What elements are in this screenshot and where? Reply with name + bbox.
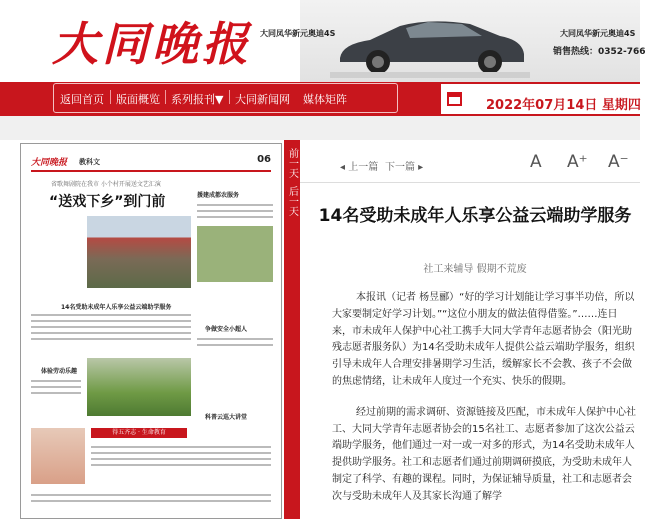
left-arrow-icon: ◂: [340, 162, 349, 173]
paper-photo[interactable]: [197, 226, 273, 282]
nav-divider: [229, 90, 230, 104]
car-advertisement[interactable]: [260, 0, 640, 82]
text-placeholder: [31, 500, 271, 502]
text-placeholder: [31, 332, 191, 334]
text-placeholder: [91, 452, 271, 454]
text-placeholder: [197, 344, 273, 346]
text-placeholder: [197, 210, 273, 212]
newspaper-page[interactable]: [20, 143, 282, 519]
text-placeholder: [31, 386, 81, 388]
text-placeholder: [31, 392, 81, 394]
text-placeholder: [197, 338, 273, 340]
nav-series[interactable]: 系列报刊▼: [171, 93, 224, 106]
font-increase-button[interactable]: A⁺: [567, 152, 588, 172]
article-body: [332, 290, 636, 520]
font-reset-button[interactable]: A: [530, 152, 542, 172]
article-paragraph: 经过前期的需求调研、资源链接及匹配，市未成年人保护中心社工、大同大学青年志愿者协会的15名社工、志愿者参加了这次公益云端助学服务，他们通过一对一或一对多的形式，为14名受助未成年人提供助学服务。社工和志愿者们通过前期调研摸底，为受助未成年人制定了科学、有趣的课程。同时，为保证辅导质量，社工和志愿者会次与受助未成年人及其家长沟通了解学: [332, 406, 636, 502]
paper-side-headline-4[interactable]: 科普云巡大讲堂: [205, 414, 248, 421]
text-placeholder: [197, 216, 273, 218]
paper-photo-stage[interactable]: [87, 216, 191, 288]
prev-article-label: 上一篇: [348, 162, 379, 173]
ad-phone: 销售热线：0352-766: [553, 47, 646, 57]
article-toolbar: [300, 154, 640, 183]
nav-page-overview[interactable]: 版面概览: [116, 93, 160, 106]
paper-logo: 大同晚报: [31, 158, 68, 168]
text-placeholder: [91, 458, 271, 460]
ad-title: 大同凤华新元奥迪4S: [260, 29, 336, 38]
gray-strip: [0, 116, 640, 140]
next-day-link[interactable]: [284, 186, 300, 220]
next-article-button[interactable]: [385, 158, 423, 173]
paper-title[interactable]: “送戏下乡”到门前: [49, 194, 166, 210]
nav-divider: [110, 90, 111, 104]
nav-home[interactable]: 返回首页: [60, 93, 104, 106]
paper-side-headline[interactable]: 援建成都农服务: [197, 192, 240, 199]
paper-section: 教科文: [79, 158, 100, 166]
paper-red-banner[interactable]: 得五齐志 · 生命教育: [91, 428, 187, 438]
text-placeholder: [197, 204, 273, 206]
car-image: [330, 10, 530, 78]
right-arrow-icon: ▸: [415, 162, 424, 173]
article-paragraph: 本报讯（记者 杨昱郦）“好的学习计划能让学习事半功倍，所以大家要制定好学习计划。”“这位小朋友的做法值得借鉴。”……连日来，市未成年人保护中心社工携手大同大学青年志愿者协会（阳光助残志愿者服务队）为14名受助未成年人提供公益云端助学服务，组织引导未成年人合理安排暑期学习生活，缓解家长不会教、孩子不会做的焦虑情绪，让未成年人度过一个充实、快乐的假期。: [332, 292, 635, 387]
next-article-label: 下一篇: [385, 162, 415, 173]
paper-side-headline-3[interactable]: 体验劳动乐趣: [41, 368, 78, 375]
nav-divider: [165, 90, 166, 104]
masthead: [0, 0, 646, 82]
next-day-label: 后一天: [286, 186, 298, 216]
calendar-icon[interactable]: [447, 92, 462, 106]
article-subhead: 社工来辅导 假期不荒废: [423, 264, 527, 275]
article-headline: 14名受助未成年人乐享公益云端助学服务: [318, 206, 632, 226]
paper-header: [31, 154, 271, 172]
prev-day-label: 前一天: [286, 148, 298, 178]
prev-day-link[interactable]: [284, 148, 300, 182]
text-placeholder: [31, 380, 81, 382]
issue-date: 2022年07月14日 星期四: [486, 98, 641, 113]
nav-media-matrix[interactable]: 媒体矩阵: [303, 93, 347, 106]
prev-article-button[interactable]: [340, 158, 378, 173]
paper-kicker: 省歌舞剧院在我市 小个村开展送文艺汇演: [51, 181, 161, 188]
newspaper-logo[interactable]: 大同晚报: [52, 17, 252, 71]
nav-news-site[interactable]: 大同新闻网: [235, 93, 290, 106]
paper-photo-garden[interactable]: [87, 358, 191, 416]
text-placeholder: [31, 320, 191, 322]
paper-page-number: 06: [257, 154, 271, 165]
text-placeholder: [31, 314, 191, 316]
paper-side-headline-2[interactable]: 争做安全小超人: [205, 326, 248, 333]
paper-story-headline[interactable]: 14名受助未成年人乐享公益云端助学服务: [61, 304, 172, 311]
paper-photo-class[interactable]: [31, 428, 85, 484]
ad-dealer-name: 大同凤华新元奥迪4S: [560, 29, 636, 38]
text-placeholder: [31, 326, 191, 328]
text-placeholder: [31, 338, 191, 340]
text-placeholder: [31, 494, 271, 496]
day-nav-sidebar: [284, 140, 300, 519]
text-placeholder: [91, 446, 271, 448]
font-decrease-button[interactable]: A⁻: [608, 152, 629, 172]
text-placeholder: [91, 464, 271, 466]
